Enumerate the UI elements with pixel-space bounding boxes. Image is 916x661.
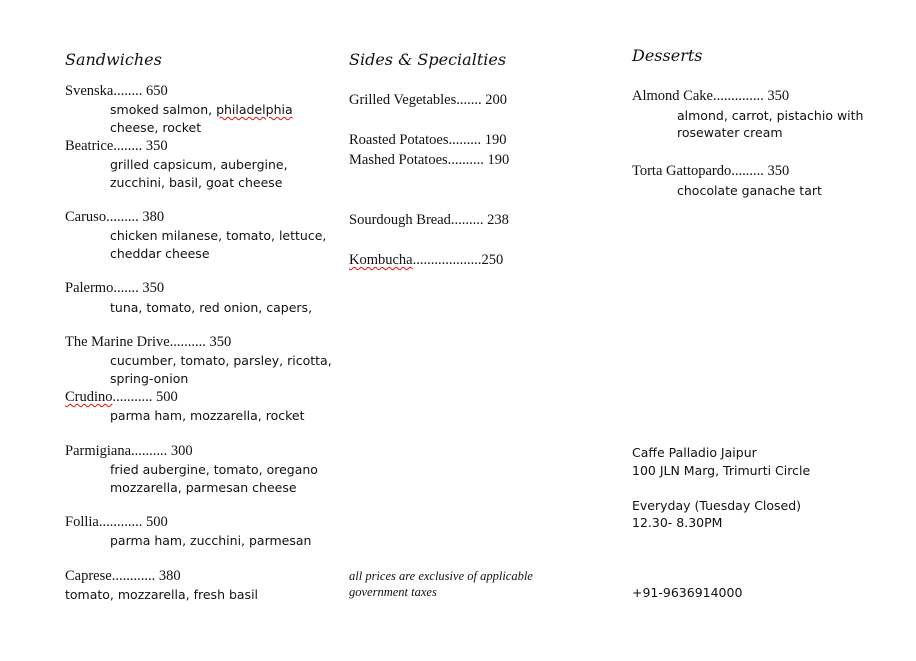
item-beatrice-desc-2: zucchini, basil, goat cheese (110, 175, 283, 190)
item-palermo-desc-1: tuna, tomato, red onion, capers, (110, 300, 313, 315)
item-caruso-desc-1: chicken milanese, tomato, lettuce, (110, 228, 327, 243)
item-caprese-desc-1: tomato, mozzarella, fresh basil (65, 587, 259, 602)
item-beatrice-desc-1: grilled capsicum, aubergine, (110, 157, 288, 172)
item-parmigiana: Parmigiana.......... 300 (65, 443, 193, 459)
desc-text: smoked salmon, (110, 102, 217, 117)
item-caruso-desc-2: cheddar cheese (110, 246, 210, 261)
tax-note-line-1: all prices are exclusive of applicable (349, 569, 533, 583)
item-svenska-price: 650 (145, 83, 168, 99)
item-marine-drive-desc-1: cucumber, tomato, parsley, ricotta, (110, 353, 332, 368)
item-svenska (65, 83, 168, 100)
item-grilled-vegetables: Grilled Vegetables....... 200 (349, 92, 507, 108)
item-almond-cake-desc-1: almond, carrot, pistachio with (677, 108, 864, 123)
spellcheck-word: Crudino (65, 389, 113, 405)
item-caprese: Caprese............ 380 (65, 568, 181, 584)
item-marine-drive: The Marine Drive.......... 350 (65, 334, 232, 350)
spellcheck-word: Kombucha (349, 252, 413, 268)
spellcheck-word: philadelphia (216, 102, 293, 117)
item-roasted-potatoes: Roasted Potatoes......... 190 (349, 132, 507, 148)
item-svenska-desc-2: cheese, rocket (110, 120, 202, 135)
cafe-days: Everyday (Tuesday Closed) (632, 498, 802, 513)
item-almond-cake-desc-2: rosewater cream (677, 125, 783, 140)
item-crudino-rest: ........... 500 (112, 389, 178, 405)
item-marine-drive-desc-2: spring-onion (110, 371, 189, 386)
item-parmigiana-desc-2: mozzarella, parmesan cheese (110, 480, 297, 495)
item-parmigiana-desc-1: fried aubergine, tomato, oregano (110, 462, 318, 477)
cafe-phone: +91-9636914000 (632, 585, 743, 600)
item-torta-gattopardo: Torta Gattopardo......... 350 (632, 163, 790, 179)
item-follia: Follia............ 500 (65, 514, 168, 530)
cafe-hours: 12.30- 8.30PM (632, 515, 723, 530)
item-svenska-name: Svenska (65, 83, 114, 99)
item-mashed-potatoes: Mashed Potatoes.......... 190 (349, 152, 510, 168)
cafe-address: 100 JLN Marg, Trimurti Circle (632, 463, 811, 478)
item-crudino (65, 389, 178, 406)
item-svenska-dots: ........ (113, 83, 143, 99)
item-follia-desc-1: parma ham, zucchini, parmesan (110, 533, 312, 548)
item-beatrice: Beatrice........ 350 (65, 138, 168, 154)
tax-note-line-2: government taxes (349, 585, 437, 599)
item-caruso: Caruso......... 380 (65, 209, 165, 225)
item-kombucha-rest: ...................250 (412, 252, 504, 268)
item-torta-gattopardo-desc-1: chocolate ganache tart (677, 183, 822, 198)
desserts-title: Desserts (632, 46, 703, 65)
sides-title: Sides & Specialties (349, 50, 507, 69)
item-almond-cake: Almond Cake.............. 350 (632, 88, 790, 104)
item-kombucha (349, 252, 503, 269)
sandwiches-title: Sandwiches (65, 50, 162, 69)
item-svenska-desc-1 (110, 102, 293, 117)
item-palermo: Palermo....... 350 (65, 280, 165, 296)
item-crudino-desc-1: parma ham, mozzarella, rocket (110, 408, 305, 423)
cafe-name: Caffe Palladio Jaipur (632, 445, 757, 460)
item-sourdough-bread: Sourdough Bread......... 238 (349, 212, 509, 228)
